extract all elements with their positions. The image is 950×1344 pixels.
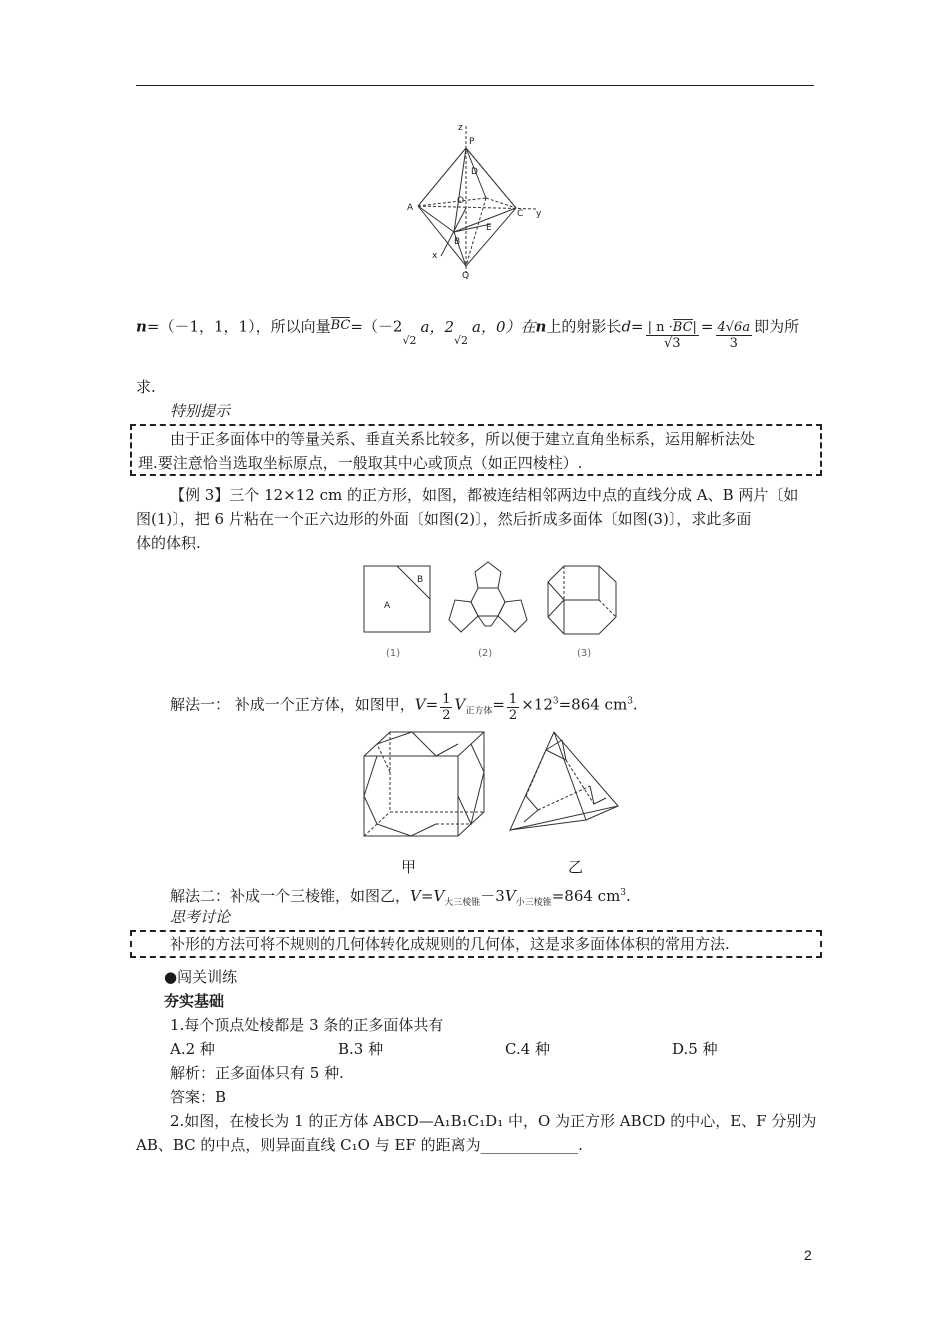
sol1-eq: = <box>425 695 439 714</box>
sol1-vcube: V <box>454 695 466 714</box>
question1: 1.每个顶点处棱都是 3 条的正多面体共有 <box>170 1016 444 1034</box>
distance-d: d <box>621 317 632 336</box>
fig-tetra-yi <box>506 730 622 836</box>
sol2-v2-sub: 小三棱锥 <box>515 898 552 908</box>
sol1-prefix: 解法一： 补成一个正方体，如图甲， <box>170 695 415 714</box>
octa-label-a: A <box>407 203 414 213</box>
example3-line2: 图(1)〕，把 6 片粘在一个正六边形的外面〔如图(2)〕，然后折成多面体〔如图(3)〕，求此多面 <box>136 510 752 528</box>
sol2-prefix: 解法二：补成一个三棱锥，如图乙， <box>170 887 411 905</box>
frac-num-left: | n · <box>647 320 673 335</box>
discuss-line1: 补形的方法可将不规则的几何体转化成规则的几何体，这是求多面体体积的常用方法. <box>170 935 730 953</box>
example3-line1: 【例 3】三个 12×12 cm 的正方形，如图，都被连结相邻两边中点的直线分成 A、B 两片〔如 <box>170 486 799 504</box>
sol2-v1-sub: 大三棱锥 <box>444 898 481 908</box>
fig-square-ab <box>362 564 432 636</box>
question1-option-b: B.3 种 <box>338 1040 384 1058</box>
question2-line1: 2.如图，在棱长为 1 的正方体 ABCD—A₁B₁C₁D₁ 中，O 为正方形 ABCD 的中心，E、F 分别为 <box>170 1112 817 1130</box>
projection-label: 上的射影长 <box>546 317 622 336</box>
question1-analysis: 解析：正多面体只有 5 种. <box>170 1064 344 1082</box>
question1-option-a: A.2 种 <box>170 1040 215 1058</box>
fig-hexagon-net <box>443 560 533 640</box>
tip1-line1: 由于正多面体中的等量关系、垂直关系比较多，所以便于建立直角坐标系，运用解析法处 <box>170 430 756 448</box>
frac-den: √3 <box>663 336 681 351</box>
sol1-eq2: = <box>492 695 505 714</box>
fig1-caption: (1) <box>386 648 401 659</box>
equals-1: = <box>631 317 644 336</box>
sol2-v1: V <box>433 887 445 905</box>
result-fraction <box>716 320 753 351</box>
question2-line2: AB、BC 的中点，则异面直线 C₁O 与 EF 的距离为_____________. <box>136 1136 583 1154</box>
fig-cube-caption: 甲 <box>401 858 417 876</box>
question1-option-c: C.4 种 <box>505 1040 551 1058</box>
octa-label-b: B <box>454 237 461 247</box>
sol1-half-num: 1 <box>442 692 451 707</box>
sol1-exp: 3 <box>552 696 559 707</box>
sol1-end: . <box>632 695 638 714</box>
fig-tetra-caption: 乙 <box>568 858 584 876</box>
projection-tail: 即为所 <box>754 317 800 336</box>
vector-n: n <box>136 317 147 336</box>
fig2-caption: (2) <box>478 648 493 659</box>
sol1-v: V <box>414 695 426 714</box>
fig-polyhedron <box>544 562 624 640</box>
sol1-result: =864 cm <box>558 695 628 714</box>
distance-fraction <box>646 320 699 351</box>
octahedron-figure <box>396 118 556 288</box>
sol2-end: . <box>626 887 631 905</box>
sol2-minus: －3 <box>480 887 505 905</box>
discuss-heading: 思考讨论 <box>170 908 231 926</box>
vector-bc: BC <box>330 317 351 333</box>
octa-label-x: x <box>432 251 438 261</box>
vector-n-2: n <box>535 317 547 336</box>
fig-cube-jia <box>360 730 488 840</box>
bc-coords-mid: a，2 <box>420 317 454 336</box>
projection-formula <box>136 312 814 352</box>
sol2-v: V <box>410 887 421 905</box>
octa-label-c: C <box>517 209 524 219</box>
header-rule <box>136 85 814 86</box>
tip1-box <box>130 424 822 476</box>
sol2-eq: = <box>420 887 434 905</box>
result-den: 3 <box>729 336 738 351</box>
example3-line3: 体的体积. <box>136 534 201 552</box>
frac-num-right: | <box>692 320 697 335</box>
octa-label-e: E <box>486 223 492 233</box>
sol1-half2 <box>507 692 519 723</box>
bc-coords-start: =（－2 <box>350 317 403 336</box>
sol2-unit-exp: 3 <box>620 888 627 898</box>
octa-label-o: O <box>457 196 465 206</box>
fig1-label-b: B <box>417 575 424 585</box>
octa-label-z: z <box>458 123 463 133</box>
frac-num-bc: BC <box>672 320 693 335</box>
training-subtitle: 夯实基础 <box>164 992 225 1010</box>
sol2-result: =864 cm <box>551 887 621 905</box>
discuss-box <box>130 930 822 958</box>
octa-label-y: y <box>536 209 542 219</box>
sol1-times: ×12 <box>521 695 553 714</box>
training-title: ●闯关训练 <box>164 968 238 986</box>
fig1-label-a: A <box>384 601 391 611</box>
result-num: 4√6a <box>717 320 751 335</box>
octa-label-q: Q <box>462 271 470 281</box>
octa-label-d: D <box>471 167 478 177</box>
sol1-vcube-sub: 正方体 <box>465 706 493 717</box>
sqrt2-first: √2 <box>402 333 417 347</box>
normal-vector-text: =（－1，1，1），所以向量 <box>146 317 331 336</box>
tip1-line2: 理.要注意恰当选取坐标原点，一般取其中心或顶点（如正四棱柱）. <box>138 454 583 472</box>
octa-label-p: P <box>469 137 475 147</box>
bc-coords-end: a，0）在 <box>472 317 536 336</box>
question1-option-d: D.5 种 <box>672 1040 718 1058</box>
sol1-half-den: 2 <box>442 708 451 723</box>
page-number: 2 <box>804 1247 812 1263</box>
sol1-half2-den: 2 <box>508 708 518 723</box>
sqrt2-second: √2 <box>454 333 469 347</box>
equals-2: = <box>700 317 714 336</box>
question1-answer: 答案：B <box>170 1088 227 1106</box>
sol1-half2-num: 1 <box>508 692 518 707</box>
fig3-caption: (3) <box>577 648 592 659</box>
solution1 <box>170 690 814 724</box>
sol1-unit-exp: 3 <box>627 696 633 707</box>
tip1-heading: 特别提示 <box>170 402 231 420</box>
projection-tail-2: 求. <box>136 378 156 396</box>
sol2-v2: V <box>504 887 516 905</box>
sol1-half <box>440 692 452 723</box>
